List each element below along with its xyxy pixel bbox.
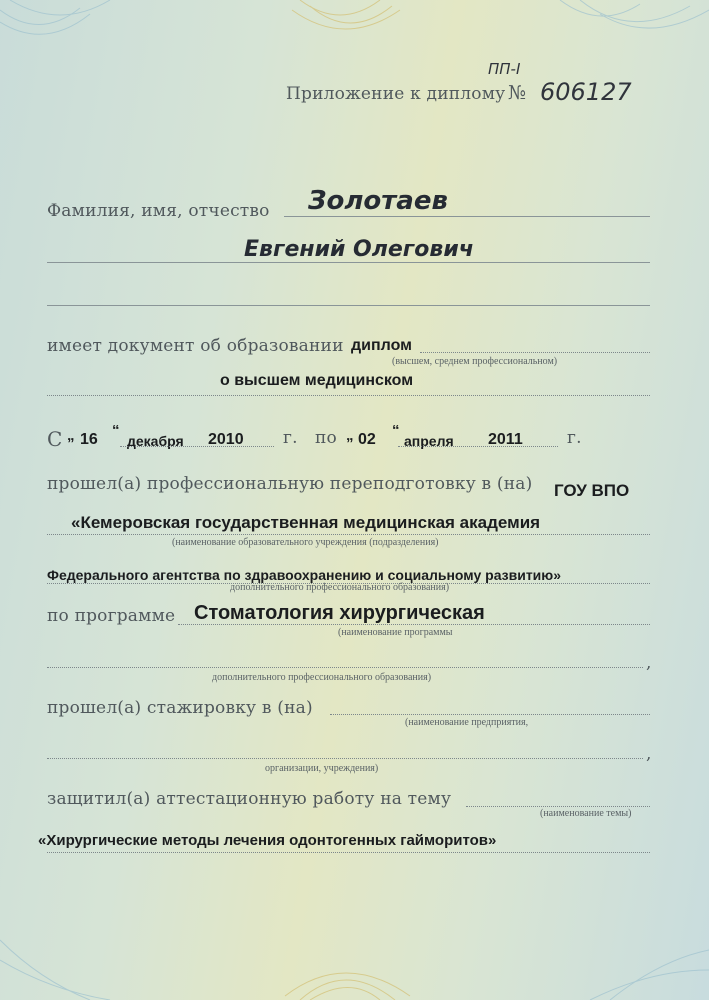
program-label: по программе bbox=[47, 606, 176, 626]
period-open-quote-1: „ bbox=[67, 427, 75, 444]
retraining-org-short: ГОУ ВПО bbox=[554, 481, 630, 500]
period-from-day: 16 bbox=[80, 431, 98, 448]
program-caption-2: дополнительного профессионального образования) bbox=[212, 672, 432, 683]
period-year-suffix-1: г. bbox=[283, 428, 298, 448]
period-from-prefix: С bbox=[47, 427, 63, 451]
period-from-line bbox=[120, 446, 274, 447]
period-close-quote-1: “ bbox=[112, 422, 120, 439]
retraining-line-1 bbox=[47, 534, 650, 535]
retraining-caption-2: дополнительного профессионального образования) bbox=[230, 582, 450, 593]
thesis-title: «Хирургические методы лечения одонтогенных гайморитов» bbox=[38, 832, 497, 849]
education-caption: (высшем, среднем профессиональном) bbox=[392, 356, 558, 367]
program-caption: (наименование программы bbox=[338, 627, 453, 638]
education-level: о высшем медицинском bbox=[220, 372, 414, 389]
fio-label: Фамилия, имя, отчество bbox=[47, 201, 270, 221]
period-year-suffix-2: г. bbox=[567, 428, 582, 448]
period-to-year: 2011 bbox=[488, 431, 523, 448]
retraining-caption-1: (наименование образовательного учреждения (подразделения) bbox=[172, 537, 439, 548]
fio-line-3 bbox=[47, 305, 650, 306]
thesis-caption: (наименование темы) bbox=[540, 808, 632, 819]
appendix-label: Приложение к диплому bbox=[286, 84, 506, 104]
internship-line-1 bbox=[330, 714, 650, 715]
period-open-quote-2: „ bbox=[346, 427, 354, 444]
internship-label: прошел(а) стажировку в (на) bbox=[47, 698, 313, 718]
period-to-day: 02 bbox=[358, 431, 376, 448]
program-line-1 bbox=[178, 624, 650, 625]
retraining-org-line-1: «Кемеровская государственная медицинская академия bbox=[71, 513, 541, 532]
internship-comma: , bbox=[646, 744, 652, 764]
period-close-quote-2: “ bbox=[392, 422, 400, 439]
education-label: имеет документ об образовании bbox=[47, 336, 344, 356]
diploma-number: 606127 bbox=[540, 78, 632, 106]
thesis-line-2 bbox=[47, 852, 650, 853]
education-line-2 bbox=[47, 395, 650, 396]
education-doc-type: диплом bbox=[351, 337, 413, 354]
education-line-1 bbox=[420, 352, 650, 353]
fio-line-2 bbox=[47, 262, 650, 263]
retraining-label: прошел(а) профессиональную переподготовку в (на) bbox=[47, 474, 533, 494]
name-patronymic: Евгений Олегович bbox=[244, 237, 474, 262]
internship-caption-2: организации, учреждения) bbox=[265, 763, 379, 774]
period-to-line bbox=[398, 446, 558, 447]
diploma-series: ПП-I bbox=[488, 60, 521, 78]
program-comma: , bbox=[646, 653, 652, 673]
program-line-2 bbox=[47, 667, 643, 668]
retraining-org-line-2: Федерального агентства по здравоохранению и социальному развитию» bbox=[47, 567, 562, 583]
thesis-label: защитил(а) аттестационную работу на тему bbox=[47, 789, 452, 809]
internship-caption: (наименование предприятия, bbox=[405, 717, 529, 728]
program-name: Стоматология хирургическая bbox=[194, 602, 485, 624]
period-from-year: 2010 bbox=[208, 431, 244, 448]
number-sign: № bbox=[508, 82, 527, 104]
period-to-month: апреля bbox=[404, 433, 454, 449]
surname: Золотаев bbox=[308, 186, 448, 216]
fio-line-1 bbox=[284, 216, 650, 217]
thesis-line-1 bbox=[466, 806, 650, 807]
internship-line-2 bbox=[47, 758, 643, 759]
period-from-month: декабря bbox=[127, 433, 184, 449]
period-to-word: по bbox=[315, 428, 337, 448]
